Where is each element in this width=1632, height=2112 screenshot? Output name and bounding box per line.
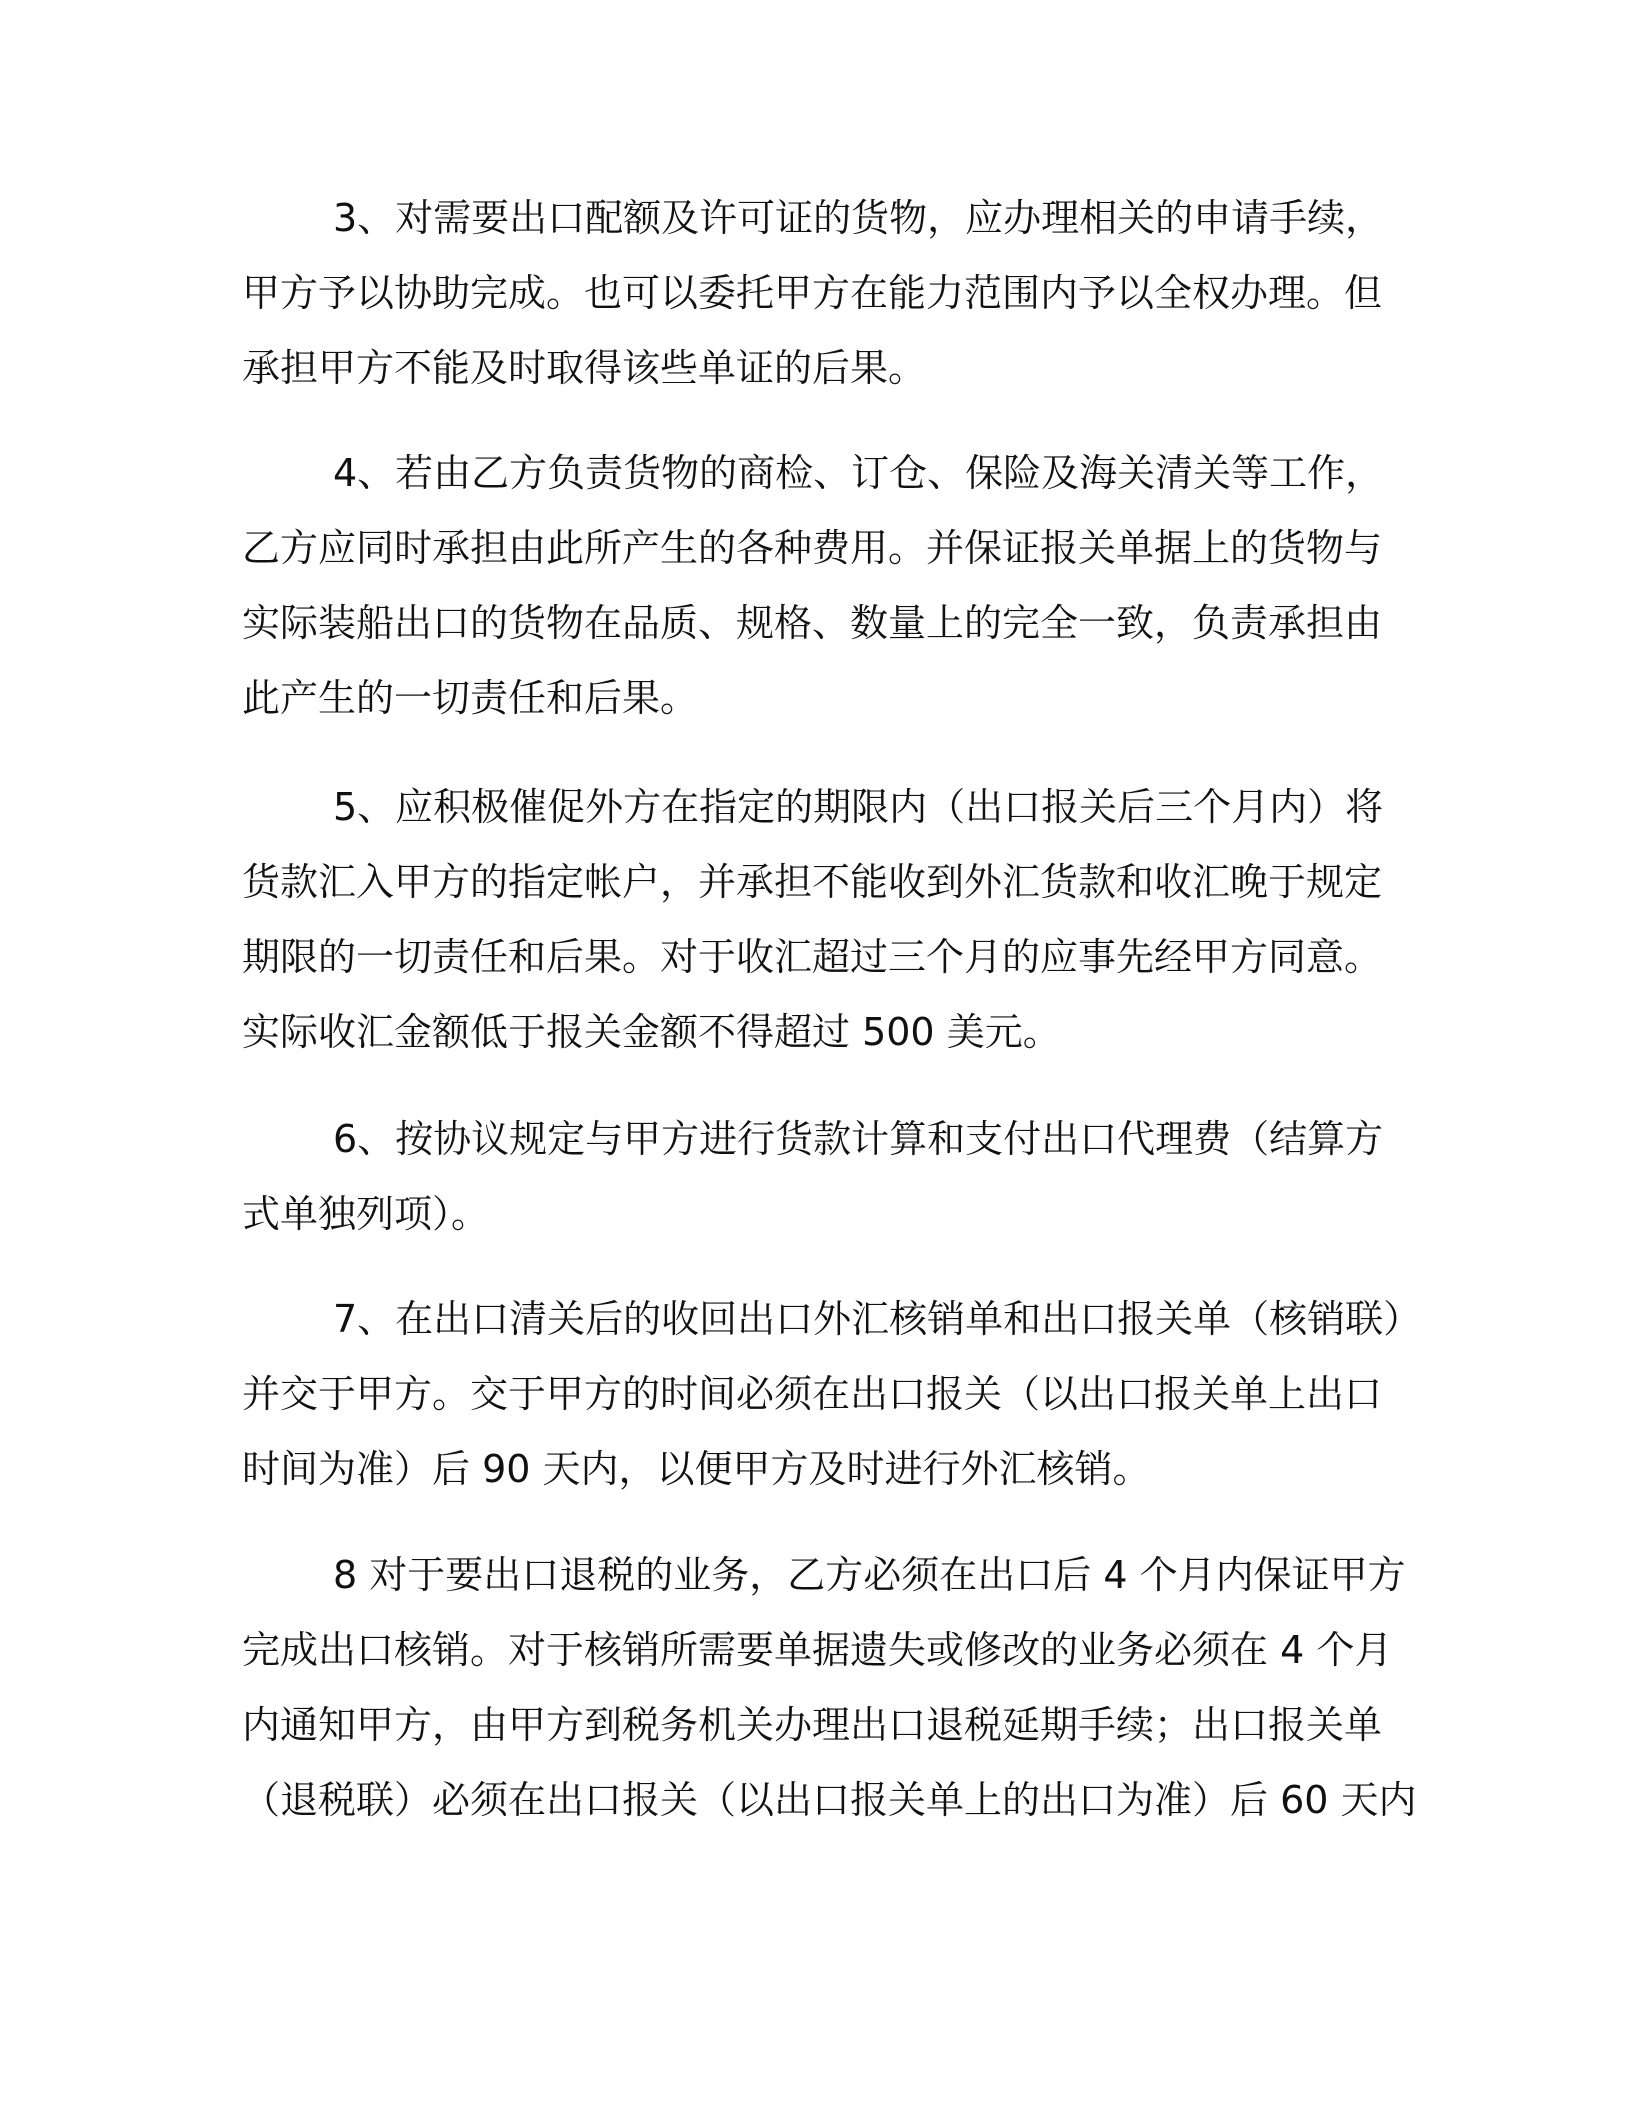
paragraph-3-line-1: 3、对需要出口配额及许可证的货物，应办理相关的申请手续， <box>333 196 1384 240</box>
paragraph-6-line-2: 式单独列项）。 <box>242 1192 490 1236</box>
paragraph-6-line-1: 6、按协议规定与甲方进行货款计算和支付出口代理费（结算方 <box>333 1117 1384 1161</box>
paragraph-4-line-4: 此产生的一切责任和后果。 <box>242 676 699 720</box>
paragraph-5-line-3: 期限的一切责任和后果。对于收汇超过三个月的应事先经甲方同意。 <box>242 935 1383 979</box>
paragraph-5-line-4: 实际收汇金额低于报关金额不得超过 500 美元。 <box>242 1010 1061 1054</box>
paragraph-7-line-2: 并交于甲方。交于甲方的时间必须在出口报关（以出口报关单上出口 <box>242 1372 1383 1416</box>
paragraph-7-line-3: 时间为准）后 90 天内，以便甲方及时进行外汇核销。 <box>242 1447 1151 1491</box>
paragraph-8-line-4: （退税联）必须在出口报关（以出口报关单上的出口为准）后 60 天内 <box>242 1778 1417 1822</box>
paragraph-3-line-2: 甲方予以协助完成。也可以委托甲方在能力范围内予以全权办理。但 <box>242 271 1383 315</box>
paragraph-8-line-3: 内通知甲方，由甲方到税务机关办理出口退税延期手续；出口报关单 <box>242 1703 1383 1747</box>
paragraph-4-line-2: 乙方应同时承担由此所产生的各种费用。并保证报关单据上的货物与 <box>242 526 1383 570</box>
paragraph-4-line-3: 实际装船出口的货物在品质、规格、数量上的完全一致，负责承担由 <box>242 601 1383 645</box>
paragraph-5-line-1: 5、应积极催促外方在指定的期限内（出口报关后三个月内）将 <box>333 785 1384 829</box>
paragraph-3-line-3: 承担甲方不能及时取得该些单证的后果。 <box>242 346 927 390</box>
paragraph-5-line-2: 货款汇入甲方的指定帐户，并承担不能收到外汇货款和收汇晚于规定 <box>242 860 1383 904</box>
paragraph-8-line-1: 8 对于要出口退税的业务，乙方必须在出口后 4 个月内保证甲方 <box>333 1553 1406 1597</box>
paragraph-7-line-1: 7、在出口清关后的收回出口外汇核销单和出口报关单（核销联） <box>333 1297 1422 1341</box>
paragraph-8-line-2: 完成出口核销。对于核销所需要单据遗失或修改的业务必须在 4 个月 <box>242 1628 1393 1672</box>
paragraph-4-line-1: 4、若由乙方负责货物的商检、订仓、保险及海关清关等工作， <box>333 451 1384 495</box>
